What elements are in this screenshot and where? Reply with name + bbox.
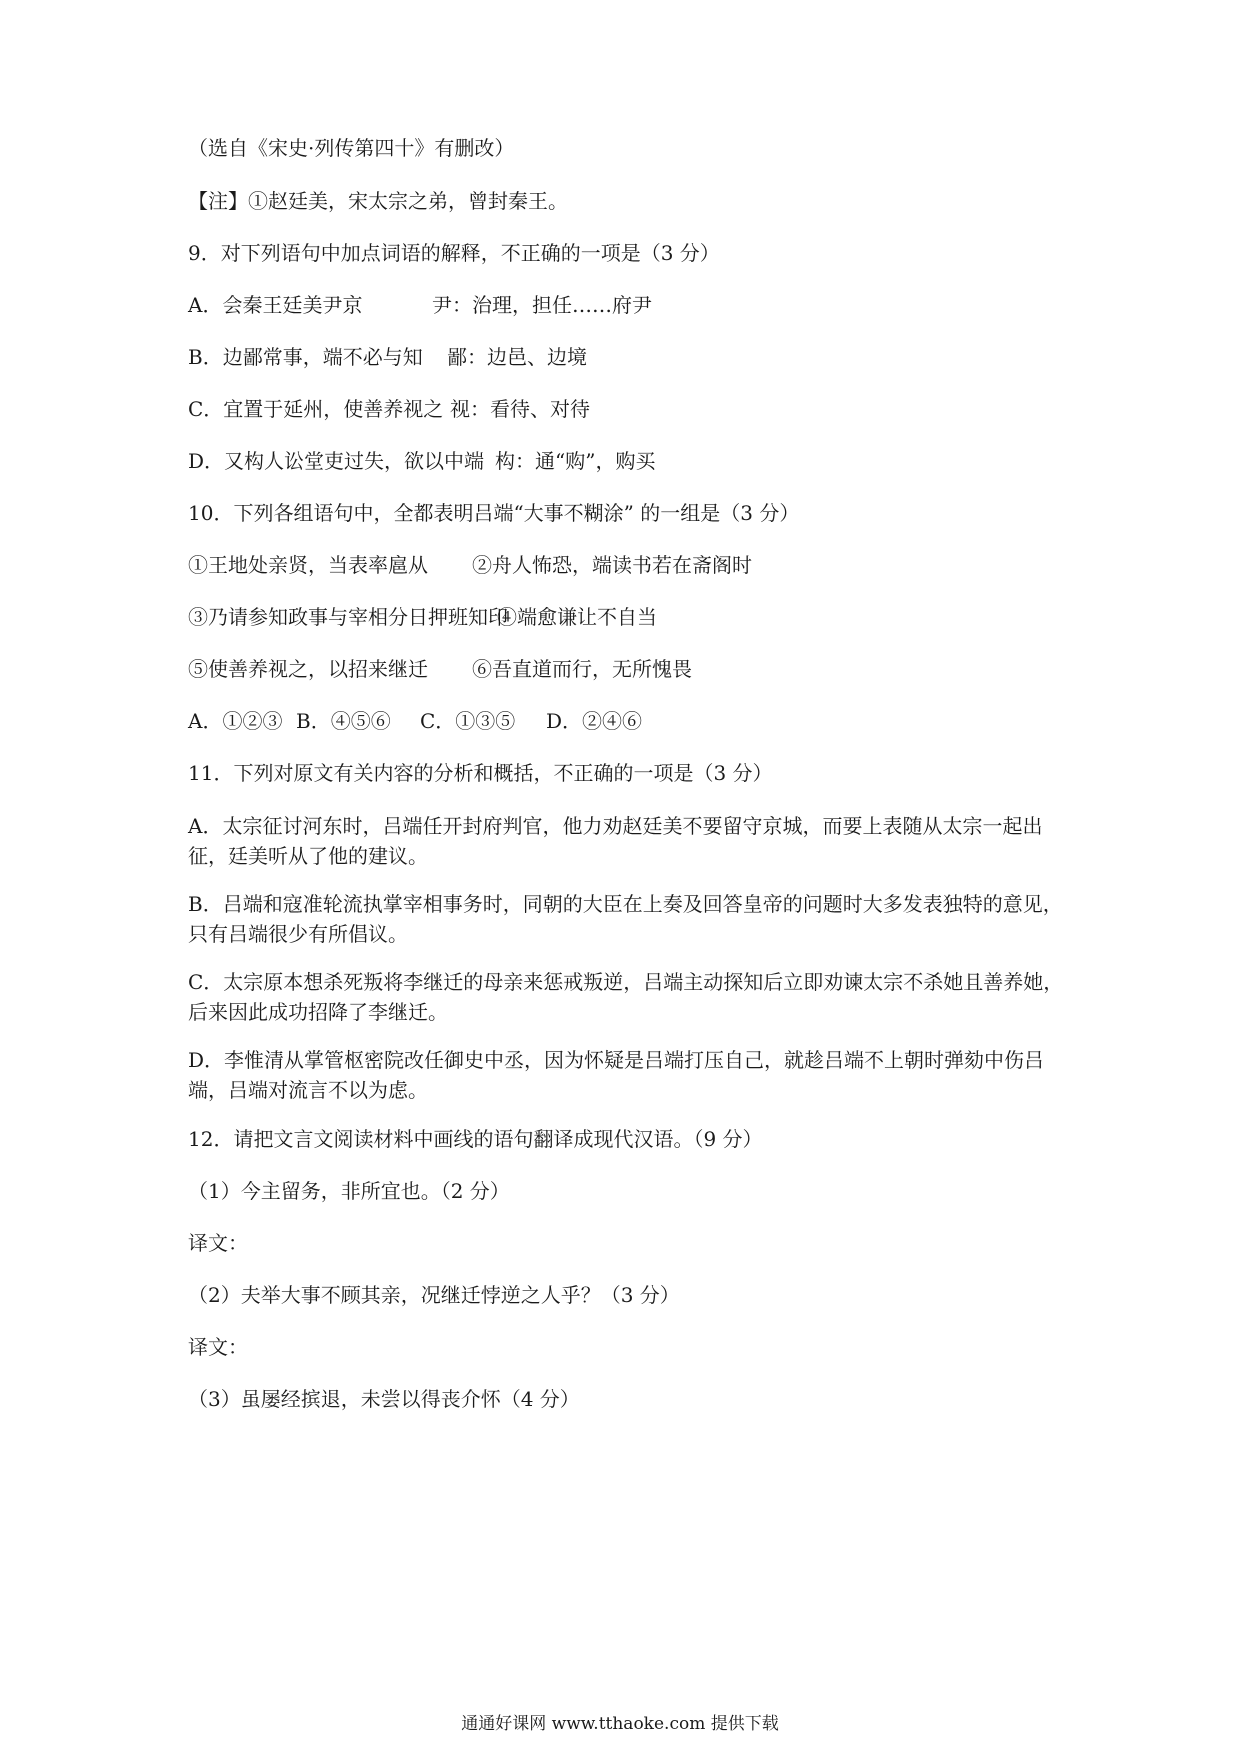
question-12-stem: 12．请把文言文阅读材料中画线的语句翻译成现代汉语。（9 分） <box>188 1127 763 1151</box>
question-11-option-d: D．李惟清从掌管枢密院改任御史中丞，因为怀疑是吕端打压自己，就趁吕端不上朝时弹劾中伤吕端，吕端对流言不以为虑。 <box>188 1048 1045 1102</box>
question-9-option-c: C．宜置于延州，使善养视之 <box>188 397 444 421</box>
question-10-choice-d: D．②④⑥ <box>546 709 643 733</box>
question-10-stem: 10．下列各组语句中，全都表明吕端“大事不糊涂” 的一组是（3 分） <box>188 501 800 525</box>
question-11-option-a: A．太宗征讨河东时，吕端任开封府判官，他力劝赵廷美不要留守京城，而要上表随从太宗一起出征，廷美听从了他的建议。 <box>188 814 1043 868</box>
question-10-item-5: ⑤使善养视之，以招来继迁 <box>188 657 428 681</box>
question-12-part-3: （3）虽屡经摈退，未尝以得丧介怀（4 分） <box>188 1387 580 1411</box>
question-11-option-c: C．太宗原本想杀死叛将李继迁的母亲来惩戒叛逆，吕端主动探知后立即劝谏太宗不杀她且善养她，后来因此成功招降了李继迁。 <box>188 970 1064 1024</box>
question-10-item-6: ⑥吾直道而行，无所愧畏 <box>472 657 692 681</box>
question-9-option-b-gloss: 鄙：边邑、边境 <box>447 345 587 369</box>
question-11-stem: 11．下列对原文有关内容的分析和概括，不正确的一项是（3 分） <box>188 761 773 785</box>
question-9-stem: 9．对下列语句中加点词语的解释，不正确的一项是（3 分） <box>188 241 720 265</box>
question-12-part-1: （1）今主留务，非所宜也。（2 分） <box>188 1179 510 1203</box>
question-9-option-c-gloss: 视：看待、对待 <box>450 397 590 421</box>
question-11-option-b: B．吕端和寇准轮流执掌宰相事务时，同朝的大臣在上奏及回答皇帝的问题时大多发表独特的意见，只有吕端很少有所倡议。 <box>188 892 1063 946</box>
question-12-part-2-answer-label: 译文： <box>188 1335 248 1359</box>
question-9-option-d-gloss: 构：通“购”，购买 <box>495 449 656 473</box>
question-12-part-1-answer-label: 译文： <box>188 1231 248 1255</box>
question-9-option-a-gloss: 尹：治理，担任……府尹 <box>432 293 652 317</box>
page-footer: 通通好课网 www.tthaoke.com 提供下载 <box>461 1714 779 1734</box>
question-10-choice-a: A．①②③ <box>188 709 283 733</box>
question-9-option-b: B．边鄙常事，端不必与知 <box>188 345 423 369</box>
question-12-part-2: （2）夫举大事不顾其亲，况继迁悖逆之人乎？（3 分） <box>188 1283 680 1307</box>
question-10-item-3: ③乃请参知政事与宰相分日押班知印 <box>188 605 508 629</box>
question-10-choice-b: B．④⑤⑥ <box>296 709 391 733</box>
question-10-item-2: ②舟人怖恐，端读书若在斋阁时 <box>472 553 752 577</box>
source-citation: （选自《宋史·列传第四十》有删改） <box>188 136 515 160</box>
question-9-option-d: D．又构人讼堂吏过失，欲以中端 <box>188 449 485 473</box>
question-10-choice-c: C．①③⑤ <box>420 709 516 733</box>
annotation-note: 【注】①赵廷美，宋太宗之弟，曾封秦王。 <box>188 189 568 213</box>
question-10-item-1: ①王地处亲贤，当表率扈从 <box>188 553 428 577</box>
question-10-item-4: ④端愈谦让不自当 <box>497 605 657 629</box>
question-9-option-a: A．会秦王廷美尹京 <box>188 293 363 317</box>
